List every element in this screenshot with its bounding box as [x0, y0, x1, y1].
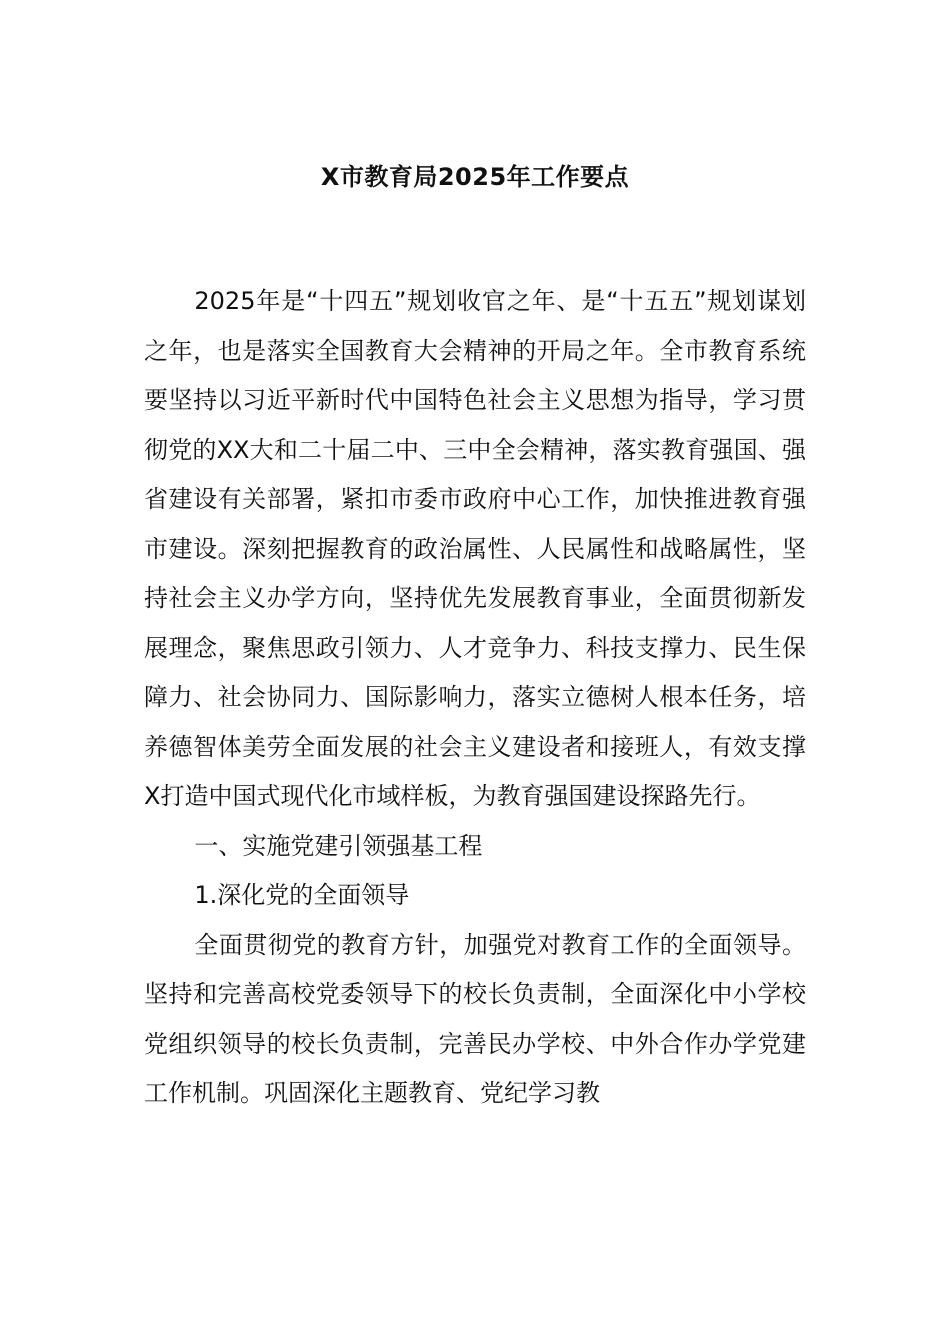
subsection-heading-1-1: 1.深化党的全面领导 [194, 881, 410, 909]
document-body [144, 277, 806, 1119]
body-paragraph-1-1: 全面贯彻党的教育方针，加强党对教育工作的全面领导。坚持和完善高校党委领导下的校长负责制，全面深化中小学校党组织领导的校长负责制，完善民办学校、中外合作办学党建工作机制。巩固深化主题教育、党纪学习教 [144, 930, 806, 1107]
intro-paragraph: 2025年是“十四五”规划收官之年、是“十五五”规划谋划之年，也是落实全国教育大会精神的开局之年。全市教育系统要坚持以习近平新时代中国特色社会主义思想为指导，学习贯彻党的XX大和二十届二中、三中全会精神，落实教育强国、强省建设有关部署，紧扣市委市政府中心工作，加快推进教育强市建设。深刻把握教育的政治属性、人民属性和战略属性，坚持社会主义办学方向，坚持优先发展教育事业，全面贯彻新发展理念，聚焦思政引领力、人才竞争力、科技支撑力、民生保障力、社会协同力、国际影响力，落实立德树人根本任务，培养德智体美劳全面发展的社会主义建设者和接班人，有效支撑X打造中国式现代化市域样板，为教育强国建设探路先行。 [144, 287, 806, 810]
document-title: X市教育局2025年工作要点 [320, 163, 630, 191]
section-heading-1: 一、实施党建引领强基工程 [194, 831, 483, 860]
